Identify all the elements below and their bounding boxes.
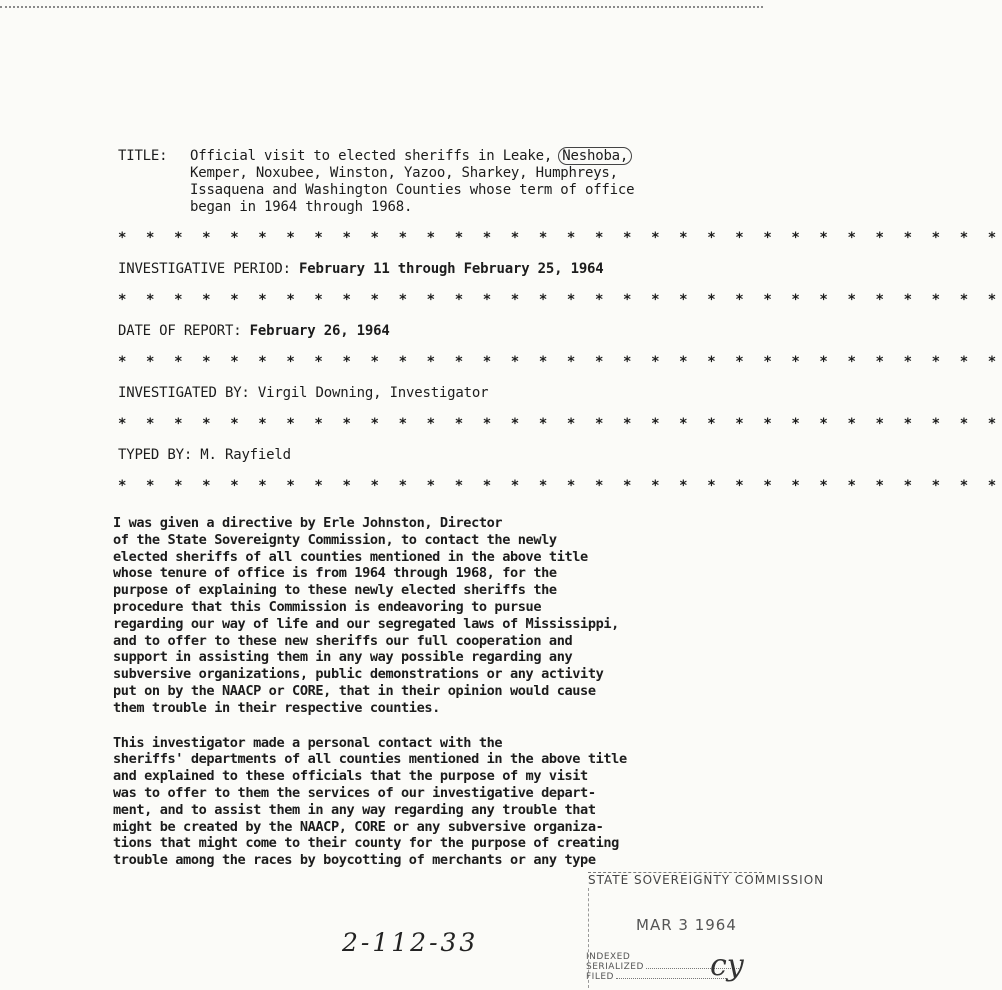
date-of-report-value: February 26, 1964	[249, 323, 390, 339]
stamp-header: STATE SOVEREIGNTY COMMISSION	[588, 873, 825, 887]
stamp-initials: cy	[710, 948, 744, 983]
date-of-report	[118, 323, 718, 340]
stamp-date: MAR 3 1964	[636, 916, 737, 934]
title-label: TITLE:	[118, 148, 168, 164]
paragraph-1: I was given a directive by Erle Johnston, Director of the State Sovereignty Commission, to contact the newly elected sheriffs of all counties mentioned in the above title whose tenure of office is from 1964 through 1968, for the purpose of explaining to these newly elected sheriffs the procedure that this Commission is endeavoring to pursue regarding our way of life and our segregated laws of Mississippi, and to offer to these new sheriffs our full cooperation and support in assisting them in any way possible regarding any subversive organizations, public demonstrations or any activity put on by the NAACP or CORE, that in their opinion would cause them trouble in their respective counties.	[113, 515, 619, 716]
stamp-indexed-label: INDEXED	[586, 952, 631, 962]
date-of-report-label: DATE OF REPORT:	[118, 323, 242, 339]
investigated-by-value: Virgil Downing, Investigator	[257, 385, 489, 401]
report-body	[113, 148, 1002, 869]
title-text	[190, 148, 634, 216]
separator: * * * * * * * * * * * * * * * * * * * * * * * * * * * * * * * *	[118, 416, 1002, 432]
investigative-period	[118, 261, 718, 278]
paragraph-2: This investigator made a personal contact with the sheriffs' departments of all counties mentioned in the above title and explained to these officials that the purpose of my visit was to offer to them the services of our investigative depart- ment, and to assist them in any way regarding any trouble that might be created by the NAACP, CORE or any subversive organiza- tions that might come to their county for the purpose of creating trouble among the races by boycotting of merchants or any type	[113, 734, 627, 869]
stamp-serialized-label: SERIALIZED	[586, 962, 644, 972]
received-stamp	[586, 858, 825, 990]
stamp-filed	[586, 972, 726, 982]
separator: * * * * * * * * * * * * * * * * * * * * * * * * * * * * * * * *	[118, 478, 1002, 494]
title-circled-county: Neshoba,	[558, 147, 632, 165]
stamp-indexed	[586, 952, 630, 962]
separator: * * * * * * * * * * * * * * * * * * * * * * * * * * * * * * * *	[118, 230, 1002, 246]
title-text-before: Official visit to elected sheriffs in Leake,	[190, 148, 561, 164]
separator: * * * * * * * * * * * * * * * * * * * * * * * * * * * * * * * *	[118, 354, 1002, 370]
top-border	[0, 0, 763, 8]
title-text-after: Kemper, Noxubee, Winston, Yazoo, Sharkey, Humphreys, Issaquena and Washington Counties whose term of office began in 1964 through 1968.	[190, 165, 635, 215]
title-row	[118, 148, 718, 216]
typed-by-value: M. Rayfield	[200, 447, 291, 463]
separator: * * * * * * * * * * * * * * * * * * * * * * * * * * * * * * * *	[118, 292, 1002, 308]
typed-by-label: TYPED BY:	[118, 447, 193, 463]
investigative-period-value: February 11 through February 25, 1964	[299, 261, 604, 277]
typed-by	[118, 447, 718, 464]
investigated-by-label: INVESTIGATED BY:	[118, 385, 250, 401]
stamp-filed-label: FILED	[586, 972, 614, 982]
handwritten-file-number: 2-112-33	[342, 928, 479, 957]
investigative-period-label: INVESTIGATIVE PERIOD:	[118, 261, 291, 277]
investigated-by	[118, 385, 718, 402]
